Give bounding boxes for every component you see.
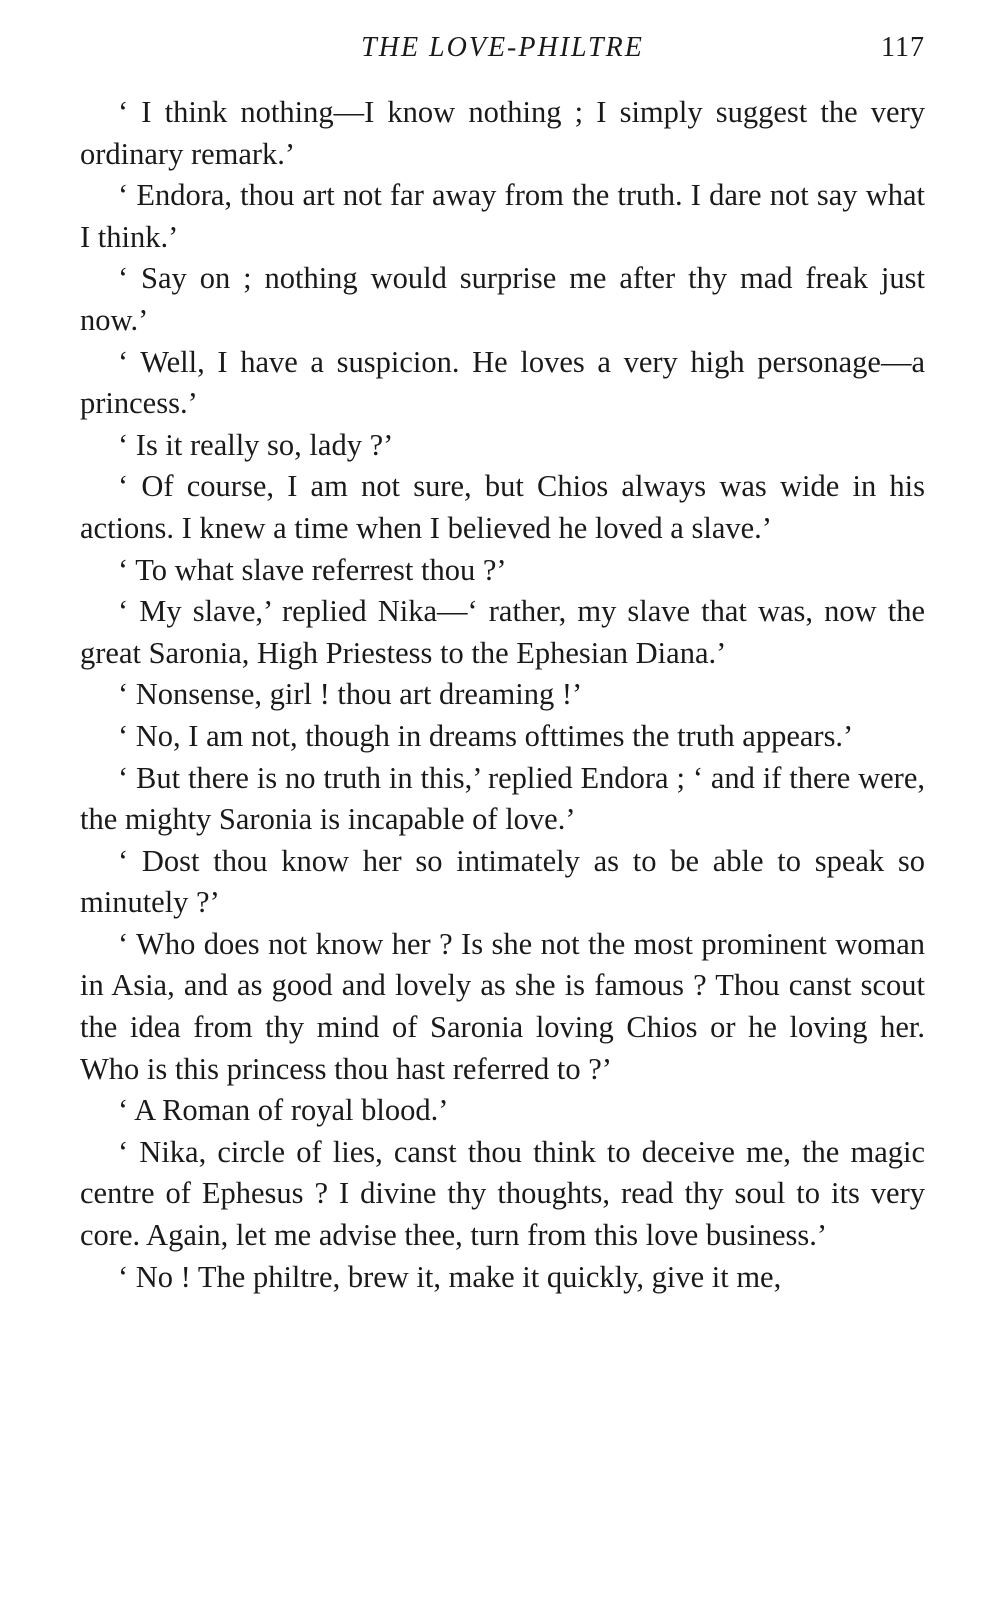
- running-head: [80, 28, 925, 68]
- paragraph: ‘ To what slave referrest thou ?’: [118, 552, 507, 587]
- paragraph: ‘ Dost thou know her so intimately as to be able to speak so minutely ?’: [80, 843, 925, 920]
- paragraph: ‘ But there is no truth in this,’ replied Endora ; ‘ and if there were, the mighty Saronia is incapable of love.’: [80, 760, 925, 837]
- paragraph: ‘ Is it really so, lady ?’: [118, 427, 394, 462]
- page-number: 117: [881, 32, 925, 63]
- paragraph: ‘ Endora, thou art not far away from the truth. I dare not say what I think.’: [80, 178, 925, 254]
- paragraph: ‘ My slave,’ replied Nika—‘ rather, my slave that was, now the great Saronia, High Priestess to the Ephesian Diana.’: [80, 594, 925, 670]
- paragraph: ‘ I think nothing—I know nothing ; I simply suggest the very ordinary remark.’: [80, 95, 925, 171]
- paragraph: ‘ A Roman of royal blood.’: [118, 1093, 449, 1128]
- paragraph: ‘ Well, I have a suspicion. He loves a very high personage—a princess.’: [80, 344, 925, 421]
- body-text: [80, 92, 925, 1298]
- paragraph: ‘ Nonsense, girl ! thou art dreaming !’: [118, 677, 583, 712]
- paragraph: ‘ Who does not know her ? Is she not the most prominent woman in Asia, and as good and lovely as she is famous ? Thou canst scout the idea from thy mind of Saronia loving Chios or he loving her. Who is this princess thou hast referred to ?’: [80, 926, 925, 1086]
- paragraph: ‘ No ! The philtre, brew it, make it quickly, give it me,: [118, 1259, 782, 1294]
- paragraph: ‘ Say on ; nothing would surprise me after thy mad freak just now.’: [80, 261, 925, 337]
- paragraph: ‘ Of course, I am not sure, but Chios always was wide in his actions. I knew a time when I believed he loved a slave.’: [80, 469, 925, 545]
- running-title: THE LOVE-PHILTRE: [361, 32, 644, 63]
- paragraph: ‘ Nika, circle of lies, canst thou think to deceive me, the magic centre of Ephesus ? I divine thy thoughts, read thy soul to its very core. Again, let me advise thee, turn from this love business.’: [80, 1134, 925, 1253]
- paragraph: ‘ No, I am not, though in dreams ofttimes the truth appears.’: [118, 718, 854, 753]
